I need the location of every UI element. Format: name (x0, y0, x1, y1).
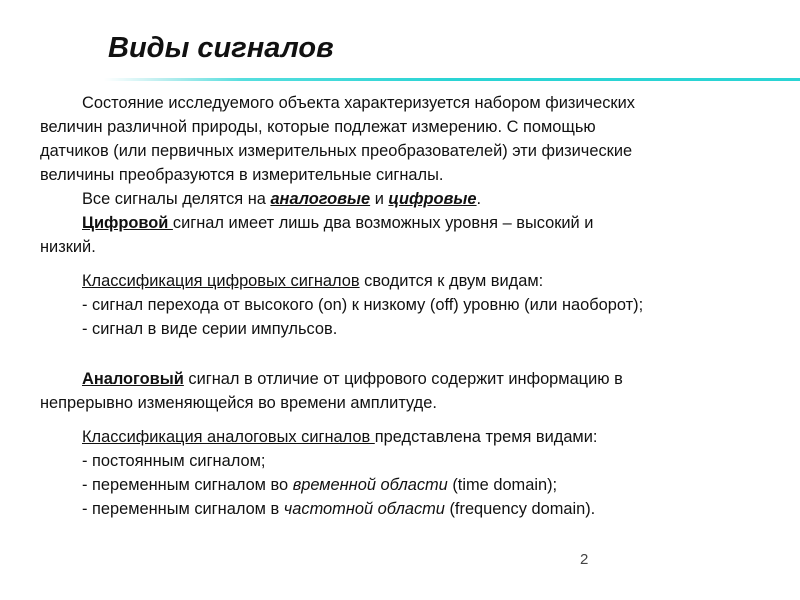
analog-signal-term: Аналоговый (82, 370, 184, 388)
paragraph-line: низкий. (40, 238, 96, 256)
analog-classification-heading (40, 425, 780, 449)
digital-term: цифровые (388, 190, 477, 208)
paragraph-line: величин различной природы, которые подлежат измерению. С помощью (40, 118, 596, 136)
digital-classification-heading (40, 269, 780, 293)
signal-types-sentence (40, 187, 780, 211)
digital-signal-term: Цифровой (82, 214, 173, 232)
text: - переменным сигналом во (82, 476, 293, 494)
paragraph-line: величины преобразуются в измерительные сигналы. (40, 166, 444, 184)
analog-definition-line (40, 367, 780, 391)
paragraph-line: датчиков (или первичных измерительных преобразователей) эти физические (40, 142, 633, 160)
paragraph-line: непрерывно изменяющейся во времени амплитуде. (40, 394, 437, 412)
digital-definition-line (40, 211, 780, 235)
text: . (476, 190, 482, 208)
frequency-domain-term: частотной области (283, 500, 445, 518)
list-item: - сигнал в виде серии импульсов. (82, 320, 338, 338)
text: представлена тремя видами: (374, 428, 598, 446)
list-item (40, 497, 780, 521)
paragraph-line: Состояние исследуемого объекта характеризуется набором физических (82, 94, 635, 112)
analog-term: аналоговые (270, 190, 371, 208)
text: Все сигналы делятся на (82, 190, 271, 208)
slide-title: Виды сигналов (108, 32, 334, 64)
time-domain-term: временной области (292, 476, 448, 494)
list-item (40, 473, 780, 497)
text: сигнал в отличие от цифрового содержит информацию в (183, 370, 623, 388)
title-underline-rule (104, 78, 800, 81)
digital-classification-link: Классификация цифровых сигналов (82, 272, 360, 290)
analog-classification-link: Классификация аналоговых сигналов (82, 428, 375, 446)
list-item: - постоянным сигналом; (82, 452, 266, 470)
text: сводится к двум видам: (359, 272, 544, 290)
text: - переменным сигналом в (82, 500, 284, 518)
list-item: - сигнал перехода от высокого (on) к низкому (off) уровню (или наоборот); (82, 296, 644, 314)
text: (time domain); (447, 476, 558, 494)
page-number: 2 (580, 551, 589, 568)
slide-body (40, 91, 780, 521)
text: сигнал имеет лишь два возможных уровня – высокий и (172, 214, 594, 232)
text: (frequency domain). (444, 500, 596, 518)
text: и (370, 190, 389, 208)
